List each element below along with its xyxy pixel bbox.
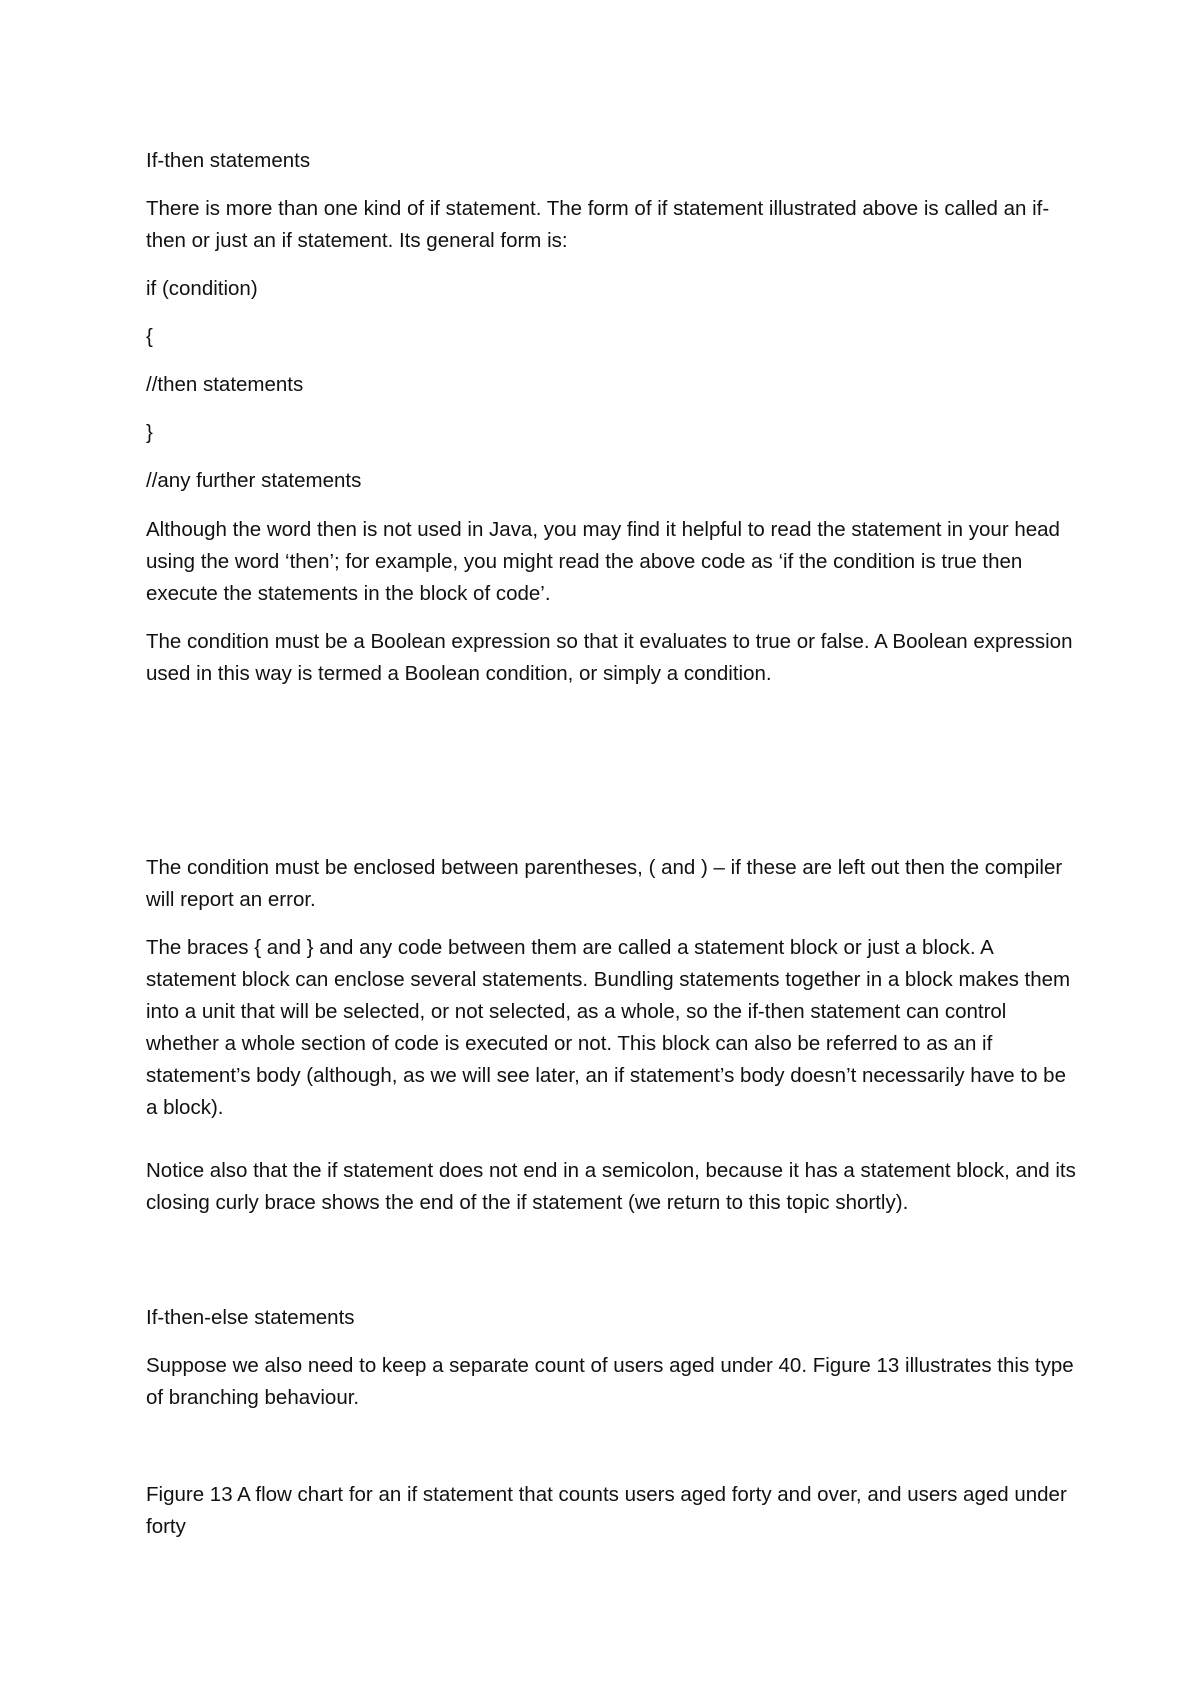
heading-if-then-else: If-then-else statements [146, 1306, 355, 1329]
code-line-open-brace: { [146, 325, 153, 348]
paragraph-intro: There is more than one kind of if statement. The form of if statement illustrated above is called an if-then or just an if statement. Its general form is: [146, 197, 1050, 252]
figure-caption: Figure 13 A flow chart for an if statement that counts users aged forty and over, and users aged under forty [146, 1483, 1067, 1538]
paragraph-parentheses: The condition must be enclosed between parentheses, ( and ) – if these are left out then the compiler will report an error. [146, 856, 1063, 911]
code-line-close-brace: } [146, 421, 153, 444]
paragraph-suppose: Suppose we also need to keep a separate count of users aged under 40. Figure 13 illustrates this type of branching behaviour. [146, 1354, 1074, 1409]
code-line-further-comment: //any further statements [146, 469, 362, 492]
code-line-then-comment: //then statements [146, 373, 304, 396]
paragraph-boolean-condition: The condition must be a Boolean expression so that it evaluates to true or false. A Boolean expression used in this way is termed a Boolean condition, or simply a condition. [146, 630, 1073, 685]
code-line-if-condition: if (condition) [146, 277, 258, 300]
paragraph-although: Although the word then is not used in Java, you may find it helpful to read the statement in your head using the word ‘then’; for example, you might read the above code as ‘if the condition is true then execute the statements in the block of code’. [146, 518, 1060, 605]
heading-if-then: If-then statements [146, 149, 311, 172]
paragraph-semicolon: Notice also that the if statement does not end in a semicolon, because it has a statement block, and its closing curly brace shows the end of the if statement (we return to this topic shortly). [146, 1159, 1076, 1214]
paragraph-braces: The braces { and } and any code between them are called a statement block or just a block. A statement block can enclose several statements. Bundling statements together in a block makes them into a unit that will be selected, or not selected, as a whole, so the if-then statement can control whether a whole section of code is executed or not. This block can also be referred to as an if statement’s body (although, as we will see later, an if statement’s body doesn’t necessarily have to be a block). [146, 936, 1071, 1119]
